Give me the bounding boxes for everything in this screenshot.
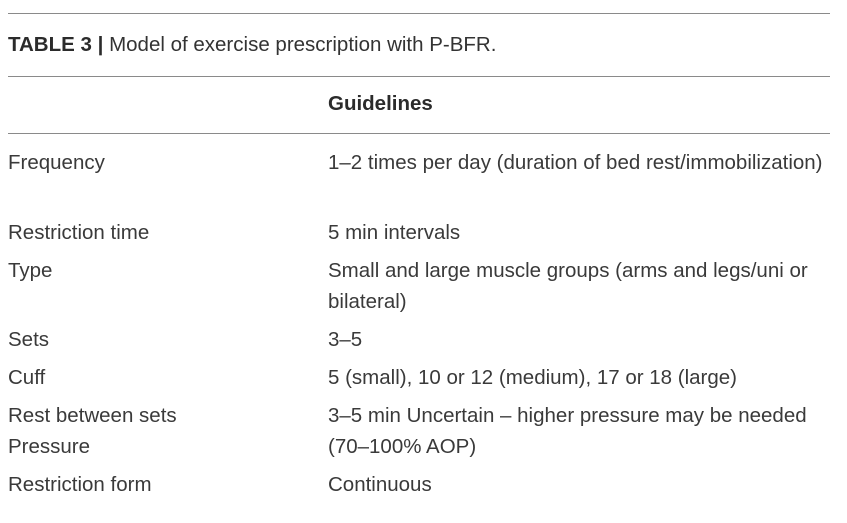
row-label-restriction-time: Restriction time	[8, 221, 150, 244]
row-value-restriction-form: Continuous	[328, 473, 432, 496]
row-label-rest-between-sets: Rest between sets	[8, 404, 177, 427]
caption-text: Model of exercise prescription with P-BFR.	[109, 33, 497, 56]
row-value-cuff: 5 (small), 10 or 12 (medium), 17 or 18 (large)	[328, 366, 738, 389]
caption-separator: |	[97, 33, 104, 56]
row-value-frequency: 1–2 times per day (duration of bed rest/immobilization)	[328, 151, 823, 174]
row-label-frequency: Frequency	[8, 151, 105, 174]
column-header-guidelines: Guidelines	[328, 92, 433, 115]
table-top-rule	[8, 13, 830, 14]
table-header-top-rule	[8, 76, 830, 77]
row-label-restriction-form: Restriction form	[8, 473, 152, 496]
row-value-rest-between-sets: 3–5 min Uncertain – higher pressure may be needed (70–100% AOP)	[328, 404, 807, 458]
row-label-type: Type	[8, 259, 53, 282]
table-caption	[8, 31, 496, 59]
row-value-sets: 3–5	[328, 328, 363, 351]
row-label-sets: Sets	[8, 328, 50, 351]
row-label-pressure: Pressure	[8, 435, 91, 458]
table-number: TABLE 3	[8, 33, 92, 56]
row-value-restriction-time: 5 min intervals	[328, 221, 461, 244]
row-label-cuff: Cuff	[8, 366, 46, 389]
row-value-type: Small and large muscle groups (arms and legs/uni or bilateral)	[328, 259, 808, 313]
table-header-bottom-rule	[8, 133, 830, 134]
